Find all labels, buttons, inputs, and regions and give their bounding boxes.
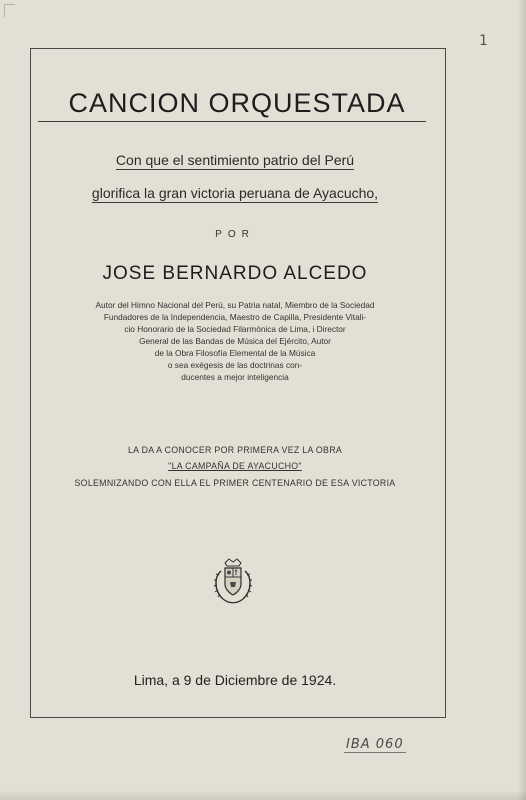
subtitle-line-1 — [40, 152, 430, 168]
work-title: "LA CAMPAÑA DE AYACUCHO" — [168, 461, 302, 471]
corner-mark — [4, 4, 15, 17]
subtitle-line-1-text: Con que el sentimiento patrio del Perú — [115, 152, 355, 168]
intro-line-3: SOLEMNIZANDO CON ELLA EL PRIMER CENTENARIO DE ESA VICTORIA — [74, 478, 396, 488]
bio-line-4: General de las Bandas de Música del Ejército, Autor — [139, 336, 331, 346]
bio-line-5: de la Obra Filosofía Elemental de la Música — [154, 348, 316, 358]
author-name: JOSE BERNARDO ALCEDO — [102, 263, 368, 284]
subtitle-line-2 — [40, 185, 430, 201]
document-title: CANCION ORQUESTADA — [68, 88, 406, 118]
page-border-frame — [30, 48, 446, 718]
catalog-number-stamp: IBA 060 — [346, 737, 404, 752]
por-label: POR — [215, 229, 255, 240]
bio-line-1: Autor del Himno Nacional del Perú, su Patria natal, Miembro de la Sociedad — [95, 300, 375, 310]
intro-line-1: LA DA A CONOCER POR PRIMERA VEZ LA OBRA — [127, 445, 343, 455]
intro-line-2 — [40, 461, 430, 471]
pencil-page-number: 1 — [479, 33, 488, 49]
page-edge-shadow — [518, 0, 526, 800]
coat-of-arms-icon — [211, 557, 255, 607]
bio-line-6: o sea exégesis de las doctrinas con- — [167, 360, 303, 370]
subtitle-line-2-text: glorifica la gran victoria peruana de Ayacucho, — [91, 185, 379, 201]
bio-line-7: ducentes a mejor inteligencia — [181, 372, 289, 382]
bio-line-2: Fundadores de la Independencia, Maestro de Capilla, Presidente Vitali- — [103, 312, 367, 322]
place-and-date: Lima, a 9 de Diciembre de 1924. — [133, 672, 337, 688]
title-rule — [38, 121, 426, 122]
page-bottom-shadow — [0, 790, 526, 800]
bio-line-3: cio Honorario de la Sociedad Filarmónica de Lima, i Director — [124, 324, 346, 334]
